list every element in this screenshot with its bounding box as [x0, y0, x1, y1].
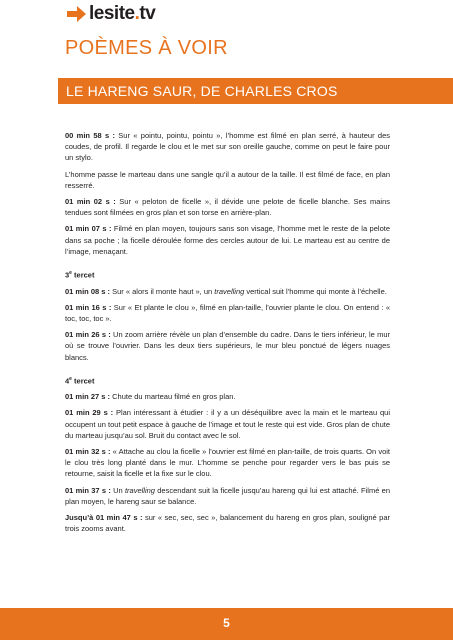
section-heading-tercet-4: 4e tercet [65, 375, 95, 386]
section-banner: LE HARENG SAUR, DE CHARLES CROS [58, 78, 453, 104]
page-number: 5 [223, 616, 230, 630]
paragraph: 01 min 37 s : Un travelling descendant suit la ficelle jusqu’au hareng qui lui est attaché. Filmé en plan moyen, le hareng saur se balance. [65, 485, 390, 506]
section-heading-tercet-3: 3e tercet [65, 270, 95, 280]
paragraph: 01 min 07 s : Filmé en plan moyen, toujours sans son visage, l’homme met le reste de la pelote dans sa poche ; la ficelle déroulée forme des cercles autour de lui. Le marteau est au centre de l’image, menaçant. [65, 224, 390, 256]
timestamp: 01 min 16 s : [65, 302, 112, 312]
timestamp: 01 min 08 s : [65, 286, 111, 296]
timestamp: 01 min 26 s : [65, 330, 111, 340]
arrow-right-icon [65, 4, 87, 24]
timestamp: 00 min 58 s : [65, 131, 115, 140]
document-body [65, 130, 390, 539]
paragraph: 00 min 58 s : Sur « pointu, pointu, pointu », l’homme est filmé en plan serré, à hauteur des coudes, de profil. Il regarde le clou et le met sur son oreille gauche, comme on peut le faire pour un stylo. [65, 131, 390, 163]
paragraph: 01 min 16 s : Sur « Et plante le clou », filmé en plan-taille, l’ouvrier plante le clou. On entend : « toc, toc, toc ». [65, 302, 390, 323]
paragraph: 01 min 02 s : Sur « peloton de ficelle », il dévide une pelote de ficelle blanche. Ses mains tendues sont filmées en gros plan et son torse en arrière-plan. [65, 197, 390, 218]
paragraph: Jusqu’à 01 min 47 s : sur « sec, sec, sec », balancement du hareng en gros plan, souligné par trois zooms avant. [65, 513, 390, 534]
page-title: POÈMES À VOIR [65, 37, 228, 59]
timestamp: 01 min 07 s : [65, 224, 112, 234]
paragraph: 01 min 08 s : Sur « alors il monte haut », un travelling vertical suit l’homme qui monte à l’échelle. [65, 286, 387, 296]
timestamp: 01 min 02 s : [65, 197, 116, 207]
timestamp: 01 min 37 s : [65, 485, 111, 495]
timestamp: 01 min 27 s : [65, 392, 111, 402]
timestamp: 01 min 29 s : [65, 408, 114, 418]
brand-name: lesite.tv [89, 3, 156, 24]
timestamp: Jusqu’à 01 min 47 s : [65, 513, 143, 523]
page-footer [0, 608, 453, 640]
site-logo[interactable] [65, 2, 155, 26]
paragraph: 01 min 32 s : « Attache au clou la ficelle » l’ouvrier est filmé en plan-taille, de trois quarts. On voit le clou très long planté dans le mur. L’homme se penche pour regarder vers le bas puis se retourne, saisit la ficelle et la fixe sur le clou. [65, 447, 390, 479]
paragraph: 01 min 26 s : Un zoom arrière révèle un plan d’ensemble du cadre. Dans le tiers inférieur, le mur où se trouve l’ouvrier. Dans les deux tiers supérieurs, le mur bleu ponctué de légers nuages blancs. [65, 330, 390, 362]
timestamp: 01 min 32 s : [65, 447, 111, 457]
paragraph: L’homme passe le marteau dans une sangle qu’il a autour de la taille. Il est filmé de face, en plan resserré. [65, 169, 390, 190]
paragraph: 01 min 27 s : Chute du marteau filmé en gros plan. [65, 392, 236, 402]
paragraph: 01 min 29 s : Plan intéressant à étudier : il y a un déséquilibre avec la main et le marteau qui occupent un tout petit espace à gauche de l’image et tout le reste qui est vide. Gros plan de chute du marteau jusqu’au sol. Bruit du contact avec le sol. [65, 408, 390, 440]
